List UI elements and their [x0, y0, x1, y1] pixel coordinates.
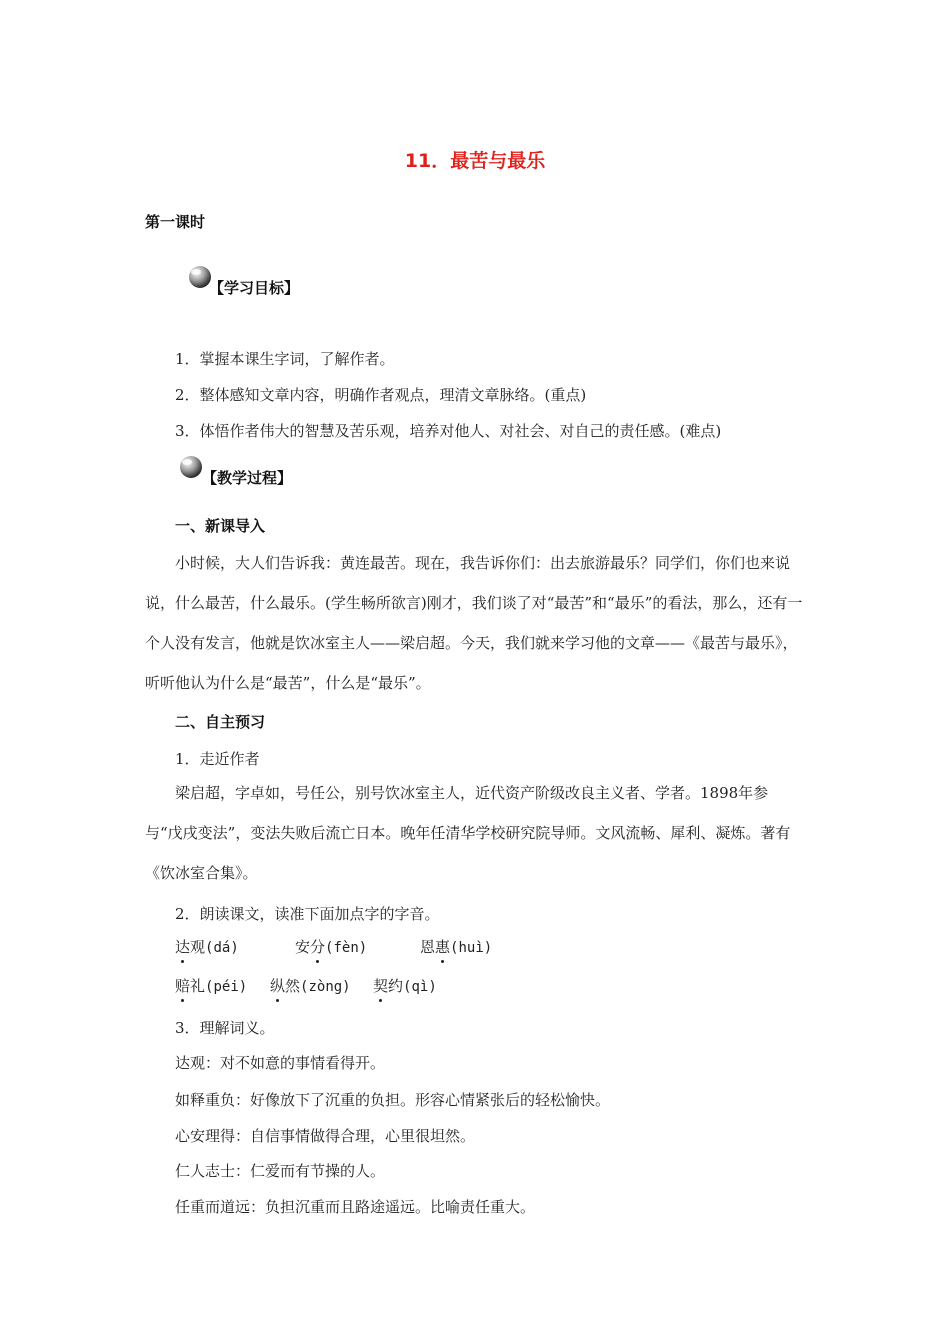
process-heading: 【教学过程】 — [202, 469, 293, 487]
pron-word-1 — [175, 936, 239, 957]
dotted-char: 赔 — [175, 977, 191, 995]
goals-heading: 【学习目标】 — [209, 279, 300, 297]
goal-item-3: 3．体悟作者伟大的智慧及苦乐观，培养对他人、对社会、对自己的责任感。(难点) — [175, 422, 722, 440]
word-prefix: 恩 — [420, 938, 436, 956]
section-heading-intro: 一、新课导入 — [175, 517, 266, 535]
pinyin: (péi) — [205, 979, 248, 995]
goal-item-2: 2．整体感知文章内容，明确作者观点，理清文章脉络。(重点) — [175, 386, 587, 404]
document-title: 11．最苦与最乐 — [404, 150, 546, 172]
definition-item: 心安理得：自信事情做得合理，心里很坦然。 — [175, 1127, 476, 1145]
preview-item-3: 3．理解词义。 — [175, 1019, 275, 1037]
word-rest: 然 — [285, 977, 301, 995]
pinyin: (dá) — [205, 940, 239, 956]
pron-word-2 — [295, 936, 367, 957]
intro-paragraph — [145, 543, 805, 703]
section-heading-preview: 二、自主预习 — [175, 713, 266, 731]
pinyin: (zòng) — [300, 979, 351, 995]
globe-icon — [178, 454, 204, 480]
pron-word-3 — [420, 936, 492, 957]
intro-paragraph-text: 小时候，大人们告诉我：黄连最苦。现在，我告诉你们：出去旅游最乐？同学们，你们也来说说，什么最苦，什么最乐。(学生畅所欲言)刚才，我们谈了对“最苦”和“最乐”的看法，那么，还有一个人没有发言，他就是饮冰室主人——梁启超。今天，我们就来学习他的文章——《最苦与最乐》，听听他认为什么是“最苦”，什么是“最乐”。 — [145, 554, 803, 692]
dotted-char: 纵 — [270, 977, 286, 995]
definition-item: 达观：对不如意的事情看得开。 — [175, 1054, 386, 1072]
pron-word-6 — [373, 975, 437, 996]
definition-item: 仁人志士：仁爱而有节操的人。 — [175, 1162, 386, 1180]
pinyin: (fèn) — [325, 940, 368, 956]
lesson-label: 第一课时 — [145, 213, 206, 231]
pinyin: (qì) — [403, 979, 437, 995]
word-rest: 约 — [388, 977, 404, 995]
word-rest: 礼 — [190, 977, 206, 995]
definition-item: 任重而道远：负担沉重而且路途遥远。比喻责任重大。 — [175, 1198, 536, 1216]
dotted-char: 达 — [175, 938, 191, 956]
dotted-char: 契 — [373, 977, 389, 995]
preview-item-2: 2．朗读课文，读准下面加点字的字音。 — [175, 905, 440, 923]
word-rest: 观 — [190, 938, 206, 956]
pron-word-5 — [270, 975, 351, 996]
dotted-char: 惠 — [435, 938, 451, 956]
definition-item: 如释重负：好像放下了沉重的负担。形容心情紧张后的轻松愉快。 — [175, 1091, 611, 1109]
dotted-char: 分 — [310, 938, 326, 956]
preview-item-1: 1．走近作者 — [175, 750, 260, 768]
goal-item-1: 1．掌握本课生字词，了解作者。 — [175, 350, 395, 368]
pron-word-4 — [175, 975, 247, 996]
author-paragraph-text: 梁启超，字卓如，号任公，别号饮冰室主人，近代资产阶级改良主义者、学者。1898年参与“戊戌变法”，变法失败后流亡日本。晚年任清华学校研究院导师。文风流畅、犀利、凝炼。著有《饮冰室合集》。 — [145, 784, 791, 882]
pinyin: (huì) — [450, 940, 493, 956]
word-prefix: 安 — [295, 938, 311, 956]
author-paragraph — [145, 773, 805, 893]
